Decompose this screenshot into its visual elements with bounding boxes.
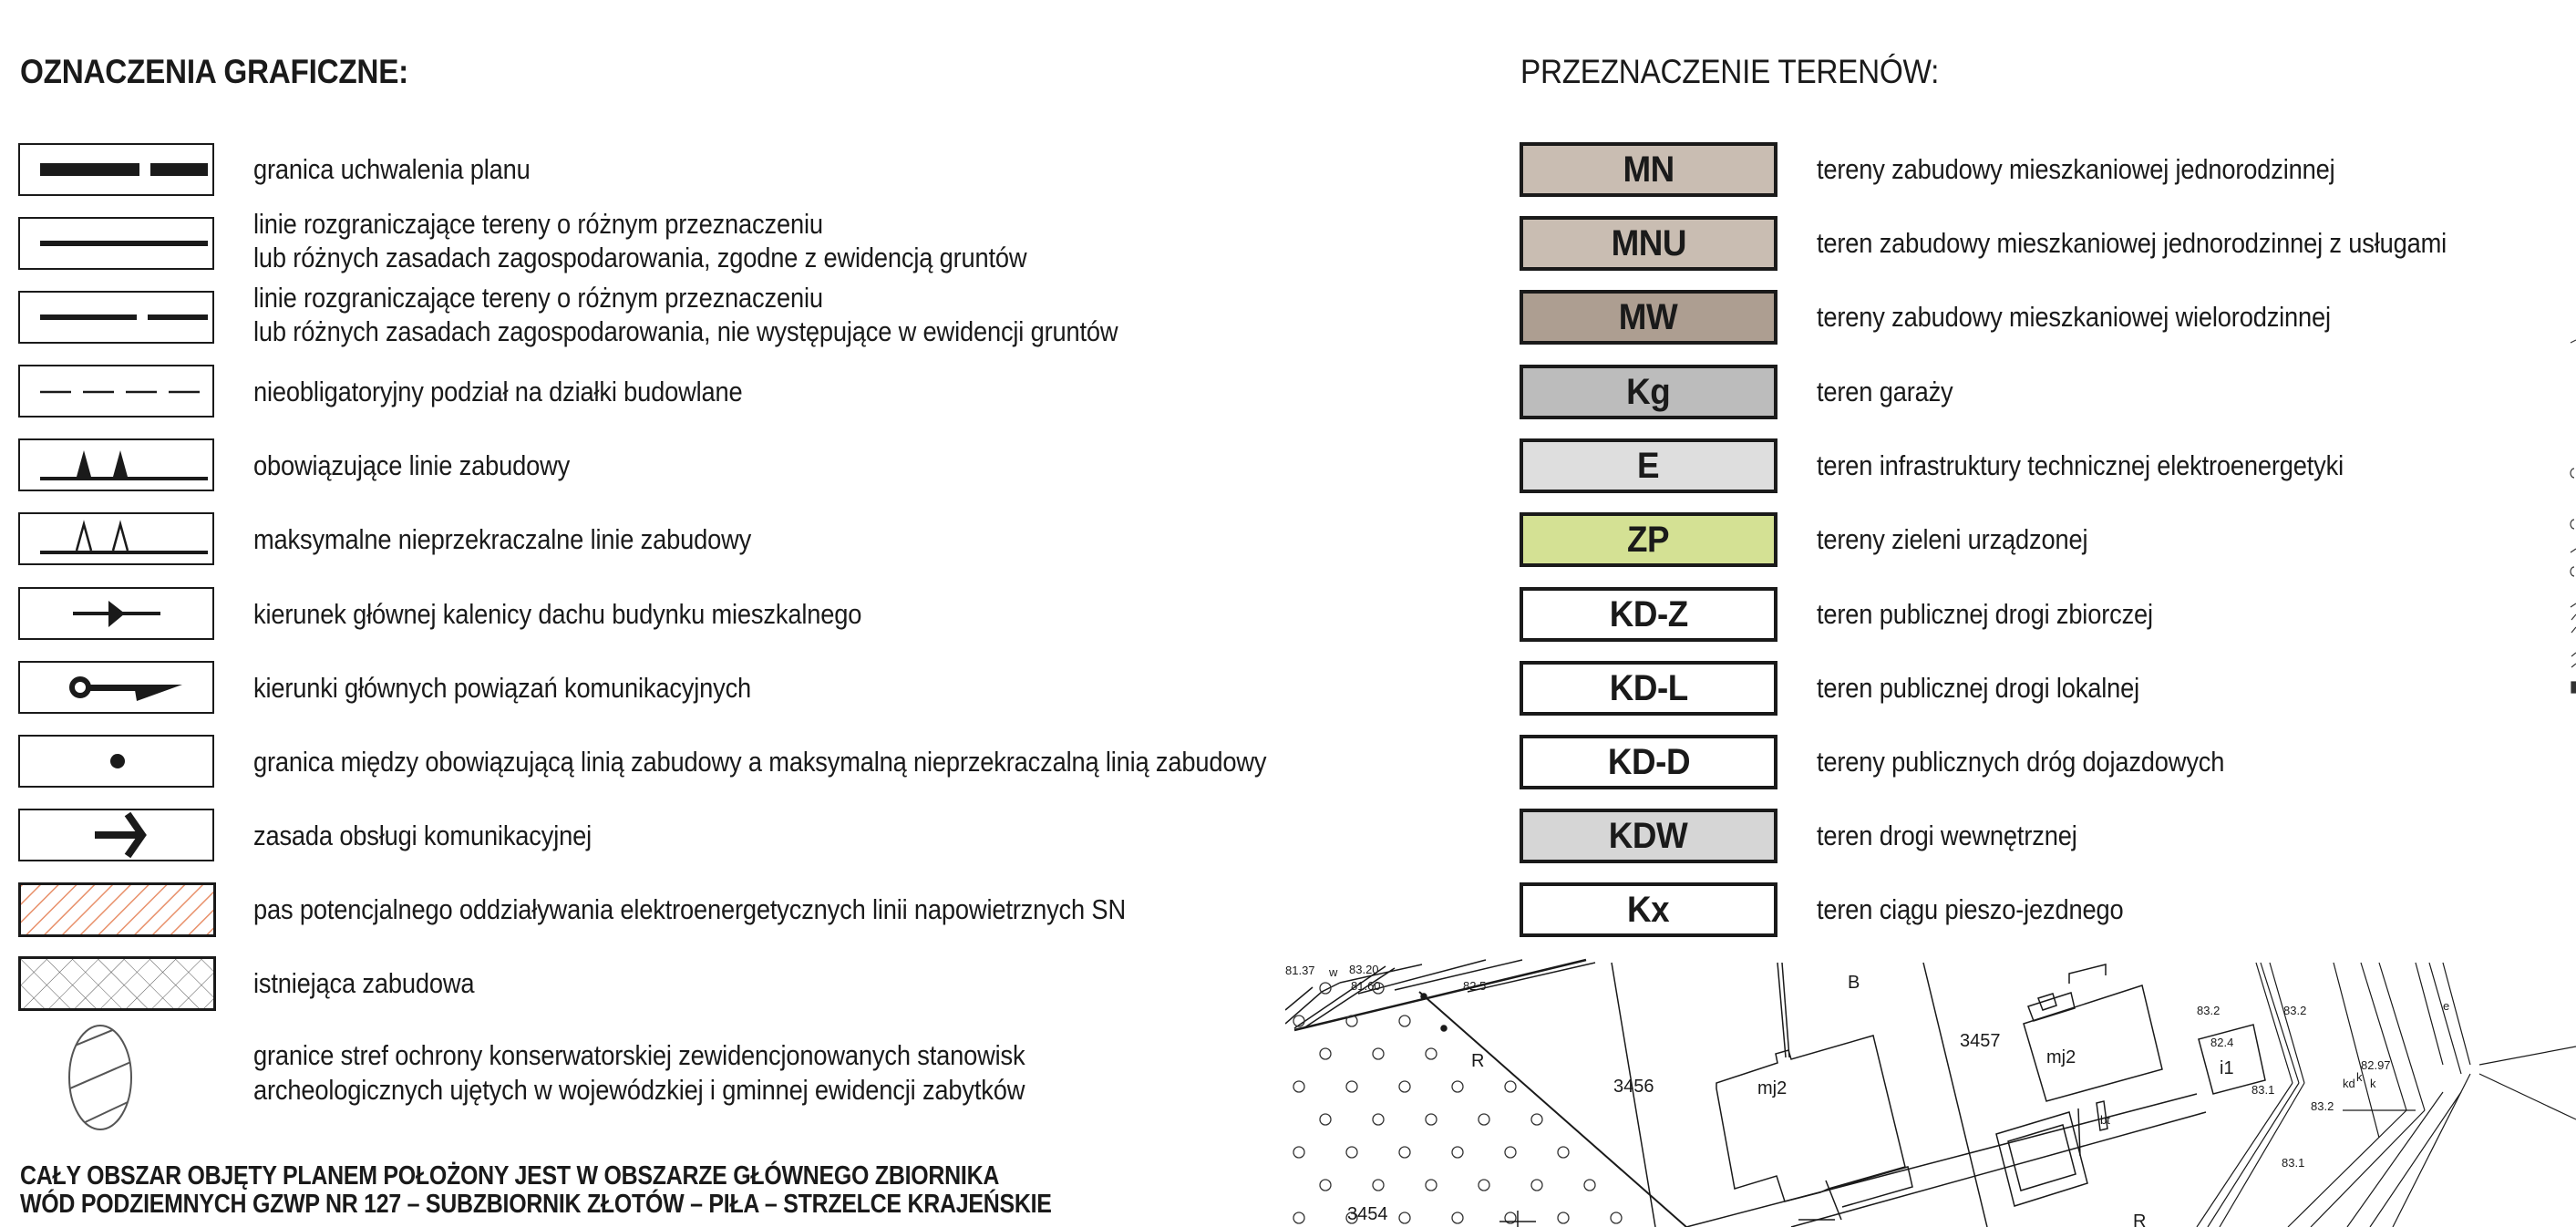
legend-label-power-line-zone: pas potencjalnego oddziaływania elektroenergetycznych linii napowietrznych SN bbox=[253, 893, 1126, 925]
land-use-code: Kg bbox=[1626, 371, 1671, 412]
land-use-code: ZP bbox=[1627, 519, 1670, 560]
land-use-description: teren publicznej drogi zbiorczej bbox=[1817, 598, 2153, 630]
legend-label-connection-direction: kierunki głównych powiązań komunikacyjnych bbox=[253, 672, 752, 704]
legend-swatch-mandatory-building-line bbox=[18, 438, 214, 491]
land-use-code: Kx bbox=[1627, 889, 1670, 930]
map-elevation: 83.2 bbox=[2311, 1099, 2334, 1113]
map-elevation: 83.2 bbox=[2197, 1004, 2221, 1017]
orchard-symbol bbox=[1611, 1212, 1622, 1223]
orchard-symbol bbox=[1505, 1081, 1516, 1092]
legend-swatch-solid-line bbox=[18, 217, 214, 270]
legend-label-conservation-zone-2: archeologicznych ujętych w wojewódzkiej i gminnej ewidencji zabytków bbox=[253, 1074, 1025, 1106]
orchard-symbol bbox=[1531, 1180, 1542, 1191]
dot-icon bbox=[20, 737, 212, 786]
orchard-symbol bbox=[1399, 1147, 1410, 1158]
orchard-symbol bbox=[1452, 1147, 1463, 1158]
land-use-description: teren garaży bbox=[1817, 376, 1953, 407]
orchard-symbol bbox=[1320, 1114, 1331, 1125]
land-use-description: tereny zabudowy mieszkaniowej jednorodzinnej bbox=[1817, 153, 2335, 185]
plan-boundary-icon bbox=[20, 145, 212, 194]
land-use-code: KDW bbox=[1609, 815, 1688, 856]
legend-label-mandatory-building-line: obowiązujące linie zabudowy bbox=[253, 449, 571, 481]
orchard-symbol bbox=[1293, 1081, 1304, 1092]
land-use-heading: PRZEZNACZENIE TERENÓW: bbox=[1520, 53, 1940, 90]
map-elevation: 83.20 bbox=[1349, 963, 1379, 976]
land-use-code-box-kd-d bbox=[1520, 735, 1777, 789]
legend-label-ridge-direction: kierunek głównej kalenicy dachu budynku mieszkalnego bbox=[253, 598, 862, 630]
land-use-code-box-kd-l bbox=[1520, 661, 1777, 716]
map-label: k bbox=[2356, 1070, 2363, 1084]
map-elevation: 81.37 bbox=[1285, 964, 1315, 977]
land-use-code: MNU bbox=[1611, 222, 1686, 263]
map-label: kd bbox=[2343, 1077, 2355, 1090]
land-use-code-box-kd-z bbox=[1520, 587, 1777, 642]
groundwater-note-line-2: WÓD PODZIEMNYCH GZWP NR 127 – SUBZBIORNIK ZŁOTÓW – PIŁA – STRZELCE KRAJEŃSKIE bbox=[20, 1190, 1052, 1219]
land-use-label: R bbox=[2133, 1212, 2147, 1227]
orchard-symbol bbox=[1426, 1114, 1437, 1125]
map-label: e bbox=[2443, 999, 2450, 1013]
hatched-circle-icon bbox=[55, 1023, 146, 1132]
land-use-description: teren ciągu pieszo-jezdnego bbox=[1817, 893, 2124, 925]
orchard-symbol bbox=[1293, 1212, 1304, 1223]
map-label: bt bbox=[2100, 1113, 2110, 1127]
legend-label-dash-line-2: lub różnych zasadach zagospodarowania, nie występujące w ewidencji gruntów bbox=[253, 315, 1118, 347]
building-label: mj2 bbox=[1757, 1078, 1788, 1098]
building-label: mj2 bbox=[2046, 1047, 2076, 1067]
land-use-code: KD-D bbox=[1607, 741, 1690, 782]
legend-swatch-max-building-line bbox=[18, 512, 214, 565]
legend-swatch-boundary-dot bbox=[18, 735, 214, 788]
parcel-number: 3456 bbox=[1613, 1077, 1654, 1097]
orchard-symbol bbox=[1346, 1081, 1357, 1092]
land-use-code: KD-L bbox=[1609, 667, 1688, 708]
orchard-symbol bbox=[1293, 1147, 1304, 1158]
arrow-right-icon bbox=[20, 810, 212, 860]
land-use-description: tereny zabudowy mieszkaniowej wielorodzinnej bbox=[1817, 301, 2331, 333]
map-elevation: 83.2 bbox=[2283, 1004, 2307, 1017]
legend-swatch-existing-buildings bbox=[18, 956, 216, 1011]
orchard-symbol bbox=[1373, 1048, 1384, 1059]
land-use-code: KD-Z bbox=[1609, 593, 1688, 634]
map-elevation: 82.97 bbox=[2361, 1058, 2391, 1072]
orchard-symbol bbox=[1399, 1081, 1410, 1092]
legend-swatch-access-principle bbox=[18, 809, 214, 861]
legend-label-dash-line-1: linie rozgraniczające tereny o różnym przeznaczeniu bbox=[253, 282, 823, 314]
orchard-symbol bbox=[1320, 1048, 1331, 1059]
map-elevation: 83.1 bbox=[2282, 1156, 2305, 1170]
map-label: w bbox=[1329, 965, 1338, 979]
dash-line-icon bbox=[20, 293, 212, 342]
orchard-symbol bbox=[1584, 1180, 1595, 1191]
land-use-label: B bbox=[1848, 973, 1860, 993]
land-use-code: MW bbox=[1619, 296, 1678, 337]
building-label: i1 bbox=[2220, 1058, 2234, 1078]
legend-label-thin-dashed: nieobligatoryjny podział na działki budowlane bbox=[253, 376, 743, 407]
orange-hatch-icon bbox=[21, 885, 213, 934]
groundwater-note-line-1: CAŁY OBSZAR OBJĘTY PLANEM POŁOŻONY JEST W OBSZARZE GŁÓWNEGO ZBIORNIKA bbox=[20, 1161, 1000, 1191]
legend-label-boundary-dot: granica między obowiązującą linią zabudowy a maksymalną nieprzekraczalną linią zabudowy bbox=[253, 746, 1267, 778]
land-use-code-box-mw bbox=[1520, 290, 1777, 345]
orchard-symbol bbox=[1346, 1147, 1357, 1158]
legend-label-conservation-zone-1: granice stref ochrony konserwatorskiej zewidencjonowanych stanowisk bbox=[253, 1039, 1025, 1071]
land-use-description: tereny zieleni urządzonej bbox=[1817, 523, 2088, 555]
map-edge-fragment bbox=[2561, 273, 2576, 784]
land-use-code: MN bbox=[1623, 149, 1674, 190]
orchard-symbol bbox=[1558, 1147, 1569, 1158]
orchard-symbol bbox=[1558, 1212, 1569, 1223]
legend-swatch-ridge-direction bbox=[18, 587, 214, 640]
land-use-description: teren infrastruktury technicznej elektroenergetyki bbox=[1817, 449, 2344, 481]
legend-swatch-plan-boundary bbox=[18, 143, 214, 196]
orchard-symbol bbox=[1399, 1016, 1410, 1026]
land-use-label: R bbox=[1471, 1051, 1485, 1071]
orchard-symbol bbox=[1452, 1081, 1463, 1092]
orchard-symbol bbox=[1426, 1048, 1437, 1059]
parcel-number: 3457 bbox=[1960, 1031, 2001, 1051]
legend-label-solid-line-2: lub różnych zasadach zagospodarowania, zgodne z ewidencją gruntów bbox=[253, 242, 1027, 273]
orchard-symbol bbox=[1399, 1212, 1410, 1223]
ridge-direction-arrow-icon bbox=[20, 589, 212, 638]
orchard-symbol bbox=[1479, 1114, 1489, 1125]
land-use-code-box-kx bbox=[1520, 882, 1777, 937]
orchard-symbol bbox=[1373, 1180, 1384, 1191]
orchard-symbol bbox=[1505, 1147, 1516, 1158]
legend-label-existing-buildings: istniejąca zabudowa bbox=[253, 967, 475, 999]
legend-label-plan-boundary: granica uchwalenia planu bbox=[253, 153, 531, 185]
orchard-symbol bbox=[1426, 1180, 1437, 1191]
map-label: k bbox=[2370, 1077, 2376, 1090]
land-use-code-box-mnu bbox=[1520, 216, 1777, 271]
orchard-symbol bbox=[1531, 1114, 1542, 1125]
open-triangles-line-icon bbox=[20, 514, 212, 563]
cadastral-map-fragment bbox=[1285, 955, 2576, 1227]
crosshatch-icon bbox=[21, 959, 213, 1008]
graphic-symbols-heading: OZNACZENIA GRAFICZNE: bbox=[20, 53, 408, 90]
land-use-code-box-mn bbox=[1520, 142, 1777, 197]
land-use-code: E bbox=[1637, 445, 1660, 486]
orchard-symbol bbox=[1479, 1180, 1489, 1191]
land-use-description: teren publicznej drogi lokalnej bbox=[1817, 672, 2139, 704]
map-elevation: 83.1 bbox=[2251, 1083, 2275, 1097]
thin-dashed-line-icon bbox=[20, 366, 212, 416]
map-elevation: 82.5 bbox=[1463, 979, 1487, 993]
orchard-symbol bbox=[1373, 1114, 1384, 1125]
land-use-description: tereny publicznych dróg dojazdowych bbox=[1817, 746, 2225, 778]
map-elevation: 81.60 bbox=[1351, 979, 1381, 993]
solid-line-icon bbox=[20, 219, 212, 268]
map-elevation: 82.4 bbox=[2210, 1036, 2234, 1049]
legend-label-access-principle: zasada obsługi komunikacyjnej bbox=[253, 820, 592, 851]
land-use-code-box-kg bbox=[1520, 365, 1777, 419]
legend-label-solid-line-1: linie rozgraniczające tereny o różnym przeznaczeniu bbox=[253, 208, 823, 240]
legend-swatch-power-line-zone bbox=[18, 882, 216, 937]
legend-swatch-connection-direction bbox=[18, 661, 214, 714]
land-use-code-box-zp bbox=[1520, 512, 1777, 567]
legend-swatch-dash-line bbox=[18, 291, 214, 344]
land-use-description: teren zabudowy mieszkaniowej jednorodzinnej z usługami bbox=[1817, 227, 2447, 259]
orchard-symbol bbox=[1452, 1212, 1463, 1223]
orchard-symbol bbox=[1320, 1180, 1331, 1191]
filled-triangles-line-icon bbox=[20, 440, 212, 490]
land-use-code-box-kdw bbox=[1520, 809, 1777, 863]
legend-label-max-building-line: maksymalne nieprzekraczalne linie zabudowy bbox=[253, 523, 752, 555]
land-use-description: teren drogi wewnętrznej bbox=[1817, 820, 2077, 851]
connection-direction-icon bbox=[20, 663, 212, 712]
land-use-code-box-e bbox=[1520, 438, 1777, 493]
legend-swatch-thin-dashed bbox=[18, 365, 214, 418]
parcel-number: 3454 bbox=[1347, 1204, 1388, 1224]
